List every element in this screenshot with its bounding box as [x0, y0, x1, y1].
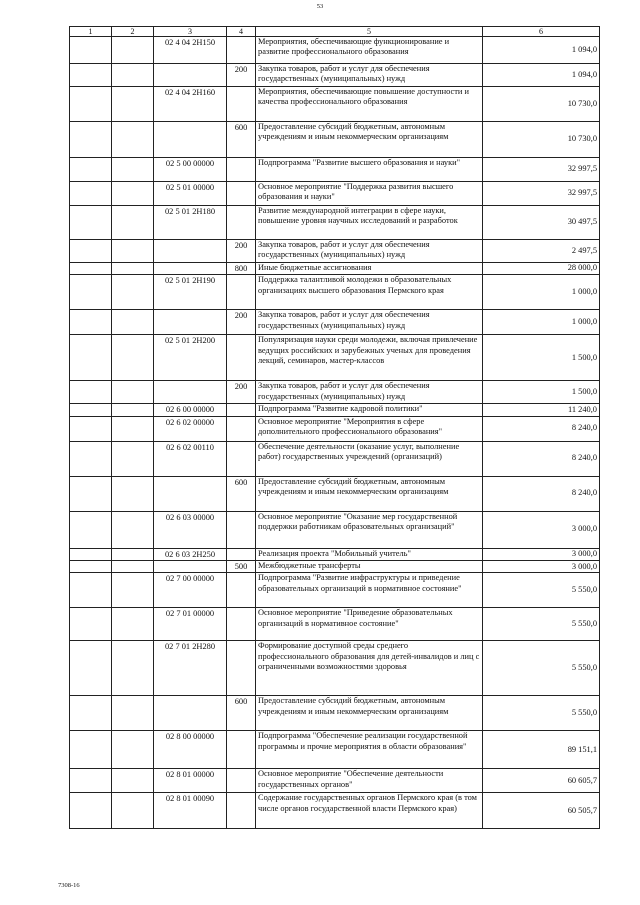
target-article-code [154, 310, 227, 335]
expense-type-code: 800 [227, 262, 256, 274]
target-article-code: 02 7 01 2Н280 [154, 641, 227, 696]
table-row [70, 381, 600, 404]
cell-col1 [70, 275, 112, 310]
target-article-code: 02 6 03 00000 [154, 511, 227, 548]
cell-col2 [112, 476, 154, 511]
item-name: Предоставление субсидий бюджетным, автономным учреждениям и иным некоммерческим организациям [256, 476, 483, 511]
amount: 11 240,0 [483, 404, 600, 416]
expense-type-code: 600 [227, 121, 256, 157]
table-row [70, 696, 600, 731]
expense-type-code: 200 [227, 381, 256, 404]
column-number: 2 [112, 27, 154, 37]
table-row [70, 561, 600, 573]
cell-col2 [112, 769, 154, 793]
cell-col2 [112, 416, 154, 441]
amount: 32 997,5 [483, 157, 600, 181]
budget-table [69, 26, 600, 829]
expense-type-code [227, 37, 256, 64]
item-name: Межбюджетные трансферты [256, 561, 483, 573]
table-row [70, 64, 600, 87]
expense-type-code [227, 441, 256, 476]
cell-col1 [70, 548, 112, 560]
cell-col2 [112, 731, 154, 769]
table-row [70, 441, 600, 476]
expense-type-code [227, 769, 256, 793]
cell-col2 [112, 37, 154, 64]
item-name: Подпрограмма "Развитие высшего образования и науки" [256, 157, 483, 181]
cell-col2 [112, 511, 154, 548]
expense-type-code: 200 [227, 310, 256, 335]
target-article-code: 02 6 03 2Н250 [154, 548, 227, 560]
table-row [70, 335, 600, 381]
item-name: Содержание государственных органов Пермского края (в том числе органов государственной власти Пермского края) [256, 793, 483, 829]
column-number: 6 [483, 27, 600, 37]
amount: 1 500,0 [483, 381, 600, 404]
expense-type-code [227, 157, 256, 181]
amount: 8 240,0 [483, 476, 600, 511]
amount: 5 550,0 [483, 641, 600, 696]
cell-col1 [70, 86, 112, 121]
amount: 3 000,0 [483, 561, 600, 573]
amount: 8 240,0 [483, 416, 600, 441]
expense-type-code [227, 181, 256, 205]
target-article-code [154, 696, 227, 731]
cell-col1 [70, 476, 112, 511]
expense-type-code: 200 [227, 64, 256, 87]
item-name: Развитие международной интеграции в сфере науки, повышение уровня научных исследований и разработок [256, 205, 483, 239]
cell-col1 [70, 573, 112, 608]
cell-col1 [70, 64, 112, 87]
table-row [70, 793, 600, 829]
amount: 2 497,5 [483, 239, 600, 262]
table-row [70, 86, 600, 121]
item-name: Закупка товаров, работ и услуг для обеспечения государственных (муниципальных) нужд [256, 381, 483, 404]
cell-col1 [70, 381, 112, 404]
target-article-code [154, 239, 227, 262]
item-name: Предоставление субсидий бюджетным, автономным учреждениям и иным некоммерческим организациям [256, 696, 483, 731]
item-name: Подпрограмма "Развитие кадровой политики" [256, 404, 483, 416]
table-row [70, 641, 600, 696]
amount: 1 000,0 [483, 275, 600, 310]
cell-col1 [70, 205, 112, 239]
cell-col2 [112, 262, 154, 274]
target-article-code [154, 64, 227, 87]
item-name: Популяризация науки среди молодежи, включая привлечение ведущих российских и зарубежных ученых для проведения лекций, семинаров, мастер-классов [256, 335, 483, 381]
item-name: Основное мероприятие "Приведение образовательных организаций в нормативное состояние" [256, 608, 483, 641]
item-name: Мероприятия, обеспечивающие повышение доступности и качества профессионального образования [256, 86, 483, 121]
table-row [70, 121, 600, 157]
column-number: 3 [154, 27, 227, 37]
cell-col1 [70, 335, 112, 381]
item-name: Закупка товаров, работ и услуг для обеспечения государственных (муниципальных) нужд [256, 64, 483, 87]
page-number: 53 [316, 3, 324, 10]
cell-col1 [70, 511, 112, 548]
column-number: 5 [256, 27, 483, 37]
cell-col1 [70, 239, 112, 262]
target-article-code [154, 121, 227, 157]
amount: 1 094,0 [483, 64, 600, 87]
cell-col2 [112, 121, 154, 157]
cell-col1 [70, 310, 112, 335]
target-article-code: 02 4 04 2Н150 [154, 37, 227, 64]
expense-type-code [227, 275, 256, 310]
expense-type-code [227, 511, 256, 548]
table-row [70, 573, 600, 608]
expense-type-code [227, 205, 256, 239]
target-article-code [154, 476, 227, 511]
cell-col1 [70, 181, 112, 205]
cell-col2 [112, 157, 154, 181]
target-article-code: 02 8 01 00090 [154, 793, 227, 829]
amount: 5 550,0 [483, 608, 600, 641]
cell-col1 [70, 696, 112, 731]
cell-col2 [112, 441, 154, 476]
target-article-code: 02 7 01 00000 [154, 608, 227, 641]
target-article-code [154, 262, 227, 274]
amount: 89 151,1 [483, 731, 600, 769]
target-article-code: 02 5 01 2Н200 [154, 335, 227, 381]
item-name: Предоставление субсидий бюджетным, автономным учреждениям и иным некоммерческим организациям [256, 121, 483, 157]
amount: 3 000,0 [483, 548, 600, 560]
cell-col2 [112, 404, 154, 416]
item-name: Мероприятия, обеспечивающие функционирование и развитие профессионального образования [256, 37, 483, 64]
item-name: Обеспечение деятельности (оказание услуг, выполнение работ) государственных учреждений (организаций) [256, 441, 483, 476]
table-row [70, 548, 600, 560]
table-row [70, 239, 600, 262]
target-article-code: 02 4 04 2Н160 [154, 86, 227, 121]
cell-col2 [112, 335, 154, 381]
item-name: Основное мероприятие "Мероприятия в сфере дополнительного профессионального образования" [256, 416, 483, 441]
expense-type-code: 600 [227, 696, 256, 731]
cell-col2 [112, 608, 154, 641]
cell-col1 [70, 793, 112, 829]
cell-col2 [112, 86, 154, 121]
cell-col1 [70, 441, 112, 476]
cell-col1 [70, 769, 112, 793]
column-number: 4 [227, 27, 256, 37]
amount: 1 500,0 [483, 335, 600, 381]
table-row [70, 731, 600, 769]
target-article-code: 02 6 00 00000 [154, 404, 227, 416]
table-row [70, 511, 600, 548]
cell-col1 [70, 157, 112, 181]
table-row [70, 416, 600, 441]
target-article-code: 02 7 00 00000 [154, 573, 227, 608]
target-article-code: 02 6 02 00000 [154, 416, 227, 441]
cell-col1 [70, 37, 112, 64]
expense-type-code [227, 548, 256, 560]
table-row [70, 769, 600, 793]
cell-col1 [70, 641, 112, 696]
item-name: Поддержка талантливой молодежи в образовательных организациях высшего образования Пермского края [256, 275, 483, 310]
cell-col1 [70, 262, 112, 274]
expense-type-code [227, 793, 256, 829]
cell-col2 [112, 275, 154, 310]
amount: 32 997,5 [483, 181, 600, 205]
amount: 1 000,0 [483, 310, 600, 335]
cell-col2 [112, 696, 154, 731]
cell-col2 [112, 548, 154, 560]
expense-type-code: 200 [227, 239, 256, 262]
cell-col2 [112, 181, 154, 205]
item-name: Закупка товаров, работ и услуг для обеспечения государственных (муниципальных) нужд [256, 310, 483, 335]
cell-col1 [70, 416, 112, 441]
table-row [70, 181, 600, 205]
table-row [70, 205, 600, 239]
target-article-code: 02 5 01 2Н190 [154, 275, 227, 310]
column-number: 1 [70, 27, 112, 37]
cell-col2 [112, 793, 154, 829]
target-article-code: 02 5 00 00000 [154, 157, 227, 181]
amount: 1 094,0 [483, 37, 600, 64]
cell-col2 [112, 561, 154, 573]
item-name: Подпрограмма "Развитие инфраструктуры и приведение образовательных организаций в нормативное состояние" [256, 573, 483, 608]
cell-col2 [112, 64, 154, 87]
expense-type-code [227, 641, 256, 696]
amount: 30 497,5 [483, 205, 600, 239]
cell-col2 [112, 641, 154, 696]
amount: 5 550,0 [483, 573, 600, 608]
cell-col1 [70, 561, 112, 573]
cell-col2 [112, 381, 154, 404]
amount: 5 550,0 [483, 696, 600, 731]
expense-type-code [227, 731, 256, 769]
table-row [70, 37, 600, 64]
cell-col2 [112, 573, 154, 608]
item-name: Подпрограмма "Обеспечение реализации государственной программы и прочие мероприятия в области образования" [256, 731, 483, 769]
target-article-code: 02 8 00 00000 [154, 731, 227, 769]
item-name: Закупка товаров, работ и услуг для обеспечения государственных (муниципальных) нужд [256, 239, 483, 262]
cell-col1 [70, 608, 112, 641]
amount: 8 240,0 [483, 441, 600, 476]
expense-type-code [227, 573, 256, 608]
target-article-code: 02 5 01 00000 [154, 181, 227, 205]
table-row [70, 275, 600, 310]
amount: 60 605,7 [483, 769, 600, 793]
item-name: Реализация проекта "Мобильный учитель" [256, 548, 483, 560]
table-row [70, 262, 600, 274]
document-code: 7308-16 [58, 882, 80, 889]
cell-col1 [70, 404, 112, 416]
expense-type-code [227, 404, 256, 416]
expense-type-code [227, 86, 256, 121]
column-number-row [70, 27, 600, 37]
expense-type-code [227, 416, 256, 441]
table-row [70, 157, 600, 181]
item-name: Иные бюджетные ассигнования [256, 262, 483, 274]
cell-col2 [112, 310, 154, 335]
cell-col2 [112, 205, 154, 239]
item-name: Основное мероприятие "Поддержка развития высшего образования и науки" [256, 181, 483, 205]
item-name: Формирование доступной среды среднего профессионального образования для детей-инвалидов и лиц с ограниченными возможностями здоровья [256, 641, 483, 696]
target-article-code: 02 6 02 00110 [154, 441, 227, 476]
expense-type-code: 500 [227, 561, 256, 573]
item-name: Основное мероприятие "Оказание мер государственной поддержки работникам образовательных организаций" [256, 511, 483, 548]
amount: 3 000,0 [483, 511, 600, 548]
budget-table-container [69, 26, 599, 829]
target-article-code [154, 561, 227, 573]
item-name: Основное мероприятие "Обеспечение деятельности государственных органов" [256, 769, 483, 793]
cell-col2 [112, 239, 154, 262]
target-article-code: 02 5 01 2Н180 [154, 205, 227, 239]
target-article-code [154, 381, 227, 404]
expense-type-code [227, 335, 256, 381]
table-row [70, 404, 600, 416]
amount: 28 000,0 [483, 262, 600, 274]
expense-type-code [227, 608, 256, 641]
cell-col1 [70, 731, 112, 769]
amount: 10 730,0 [483, 121, 600, 157]
target-article-code: 02 8 01 00000 [154, 769, 227, 793]
table-row [70, 310, 600, 335]
table-body [70, 37, 600, 829]
table-row [70, 608, 600, 641]
amount: 10 730,0 [483, 86, 600, 121]
amount: 60 505,7 [483, 793, 600, 829]
cell-col1 [70, 121, 112, 157]
expense-type-code: 600 [227, 476, 256, 511]
table-row [70, 476, 600, 511]
